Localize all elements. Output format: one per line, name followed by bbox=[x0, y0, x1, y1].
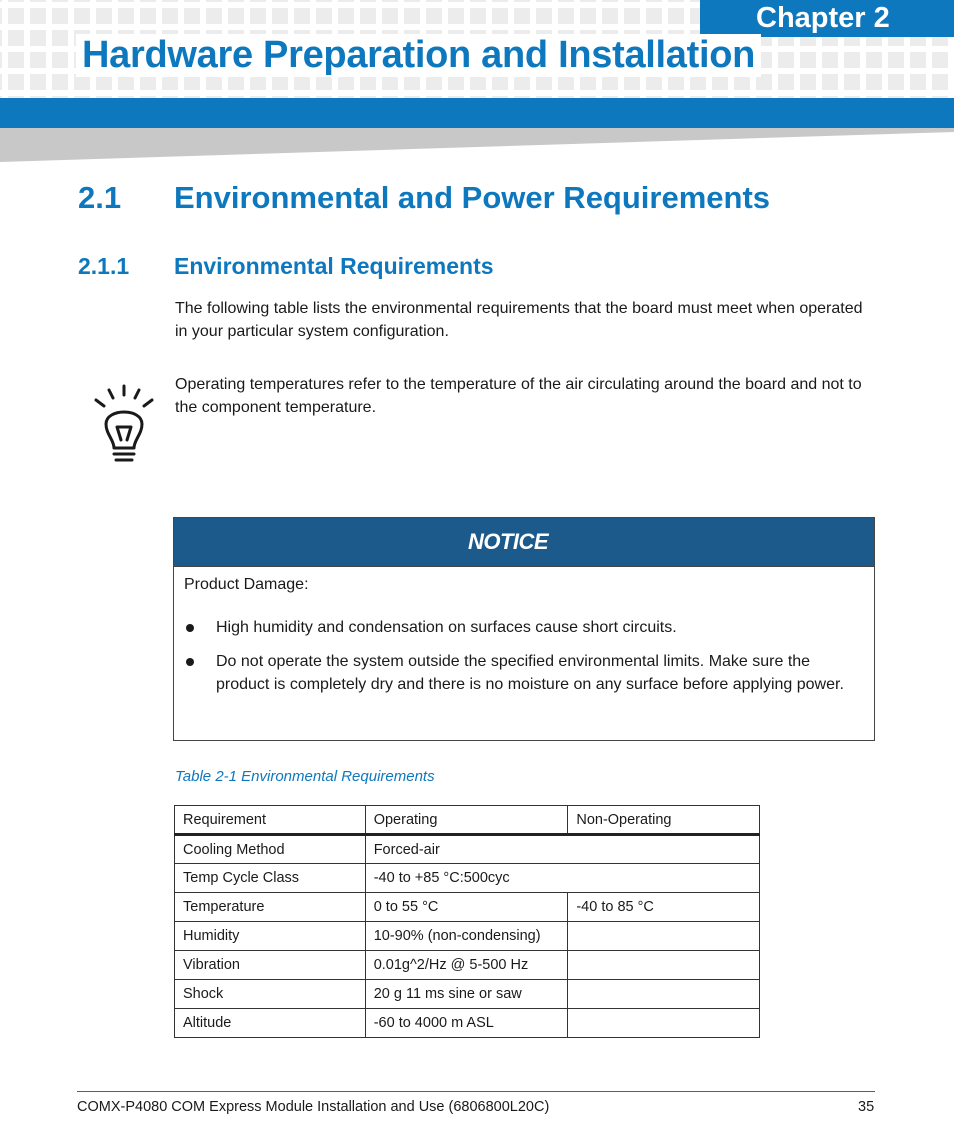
table-cell: -40 to +85 °C:500cyc bbox=[365, 864, 759, 893]
table-cell: 10-90% (non-condensing) bbox=[365, 922, 568, 951]
intro-paragraph: The following table lists the environmental requirements that the board must meet when operated in your particular system configuration. bbox=[175, 300, 863, 340]
table-cell: Vibration bbox=[175, 951, 366, 980]
table-row bbox=[175, 864, 760, 893]
table-row bbox=[175, 1009, 760, 1038]
footer-rule bbox=[77, 1091, 875, 1092]
table-cell bbox=[568, 980, 760, 1009]
table-cell bbox=[568, 1009, 760, 1038]
table-cell: Temperature bbox=[175, 893, 366, 922]
table-cell: 20 g 11 ms sine or saw bbox=[365, 980, 568, 1009]
table-cell: Cooling Method bbox=[175, 835, 366, 864]
table-cell: 0 to 55 °C bbox=[365, 893, 568, 922]
table-row bbox=[175, 893, 760, 922]
table-cell: Temp Cycle Class bbox=[175, 864, 366, 893]
notice-header bbox=[174, 518, 874, 567]
environmental-requirements-table bbox=[174, 805, 760, 1038]
table-row bbox=[175, 980, 760, 1009]
column-header: Non-Operating bbox=[568, 806, 760, 835]
table-cell bbox=[568, 951, 760, 980]
column-header: Operating bbox=[365, 806, 568, 835]
table-cell: Shock bbox=[175, 980, 366, 1009]
header-wedge bbox=[0, 128, 954, 164]
page-number: 35 bbox=[858, 1099, 875, 1115]
table-header-row bbox=[175, 806, 760, 835]
table-cell: -60 to 4000 m ASL bbox=[365, 1009, 568, 1038]
table-row bbox=[175, 835, 760, 864]
notice-item: High humidity and condensation on surfaces cause short circuits. bbox=[184, 616, 864, 639]
notice-box bbox=[173, 517, 875, 741]
section-number: 2.1 bbox=[78, 180, 122, 215]
notice-label: NOTICE bbox=[467, 529, 549, 554]
table-cell: Altitude bbox=[175, 1009, 366, 1038]
table-cell bbox=[568, 922, 760, 951]
table-caption: Table 2-1 Environmental Requirements bbox=[175, 768, 435, 785]
subsection-title: Environmental Requirements bbox=[174, 253, 494, 279]
table-cell: Forced-air bbox=[365, 835, 759, 864]
subsection-number: 2.1.1 bbox=[78, 253, 130, 279]
column-header: Requirement bbox=[175, 806, 366, 835]
table-row bbox=[175, 951, 760, 980]
header-band bbox=[0, 98, 954, 128]
table-cell: Humidity bbox=[175, 922, 366, 951]
tip-text: Operating temperatures refer to the temperature of the air circulating around the board and not to the component temperature. bbox=[175, 376, 862, 416]
lightbulb-icon bbox=[92, 384, 156, 464]
notice-intro: Product Damage: bbox=[184, 576, 309, 593]
table-row bbox=[175, 922, 760, 951]
chapter-title: Hardware Preparation and Installation bbox=[76, 34, 761, 77]
notice-list bbox=[184, 616, 864, 707]
section-title: Environmental and Power Requirements bbox=[174, 180, 771, 215]
footer-document-title: COMX-P4080 COM Express Module Installation and Use (6806800L20C) bbox=[77, 1099, 550, 1115]
subsection-heading bbox=[78, 253, 494, 280]
table-cell: 0.01g^2/Hz @ 5-500 Hz bbox=[365, 951, 568, 980]
table-cell: -40 to 85 °C bbox=[568, 893, 760, 922]
notice-item: Do not operate the system outside the specified environmental limits. Make sure the product is completely dry and there is no moisture on any surface before applying power. bbox=[184, 650, 864, 696]
section-heading bbox=[78, 180, 770, 216]
chapter-label: Chapter 2 bbox=[700, 0, 954, 37]
